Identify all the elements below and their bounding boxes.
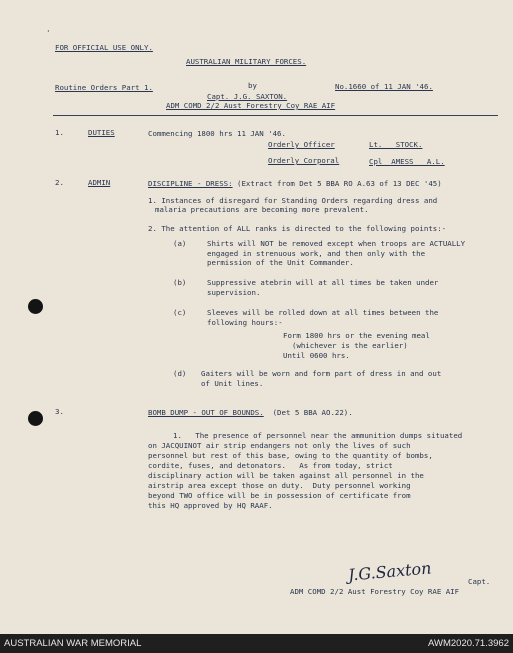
paragraph-line: 1. The presence of personnel near the ammunition dumps situated — [173, 431, 463, 440]
paragraph-line: personnel but rest of this base, owing to the quantity of bombs, — [148, 451, 433, 460]
paragraph-line: Shirts will NOT be removed except when troops are ACTUALLY — [207, 239, 466, 248]
section-number: 1. — [55, 128, 64, 137]
item-marker: (c) — [173, 308, 187, 317]
paragraph-line: Form 1800 hrs or the evening meal — [283, 331, 430, 340]
section-title-line — [148, 408, 353, 417]
section-heading: DUTIES — [88, 128, 115, 137]
item-marker: (d) — [173, 369, 187, 378]
paragraph-line: Until 0600 hrs. — [283, 351, 350, 360]
paragraph-line: 2. The attention of ALL ranks is directed to the following points:- — [148, 224, 447, 233]
paragraph-line: this HQ approved by HQ RAAF. — [148, 501, 273, 510]
order-number: No.1660 of 11 JAN '46. — [335, 82, 433, 91]
punch-hole — [28, 411, 43, 426]
item-marker: (b) — [173, 278, 187, 287]
section-reference: (Det 5 BBA AO.22). — [263, 408, 353, 417]
section-number: 2. — [55, 178, 64, 187]
paragraph-line: permission of the Unit Commander. — [207, 258, 354, 267]
paragraph-line: of Unit lines. — [201, 379, 264, 388]
paragraph-line: Sleeves will be rolled down at all times between the — [207, 308, 439, 317]
signatory-unit: ADM COMD 2/2 Aust Forestry Coy RAE AIF — [290, 587, 460, 596]
issuing-officer: Capt. J.G. SAXTON. — [207, 92, 288, 101]
duty-name: Lt. STOCK. — [369, 140, 423, 149]
signatory-rank: Capt. — [468, 577, 491, 586]
section-title-line — [148, 179, 442, 188]
section-heading: ADMIN — [88, 178, 111, 187]
classification: FOR OFFICIAL USE ONLY. — [55, 43, 153, 52]
section-number: 3. — [55, 407, 64, 416]
paragraph-line: following hours:- — [207, 318, 283, 327]
paragraph-line: Gaiters will be worn and form part of dress in and out — [201, 369, 442, 378]
paragraph-line: beyond TWO office will be in possession of certificate from — [148, 491, 411, 500]
item-marker: (a) — [173, 239, 187, 248]
section-reference: (Extract from Det 5 BBA RO A.63 of 13 DEC '45) — [232, 179, 442, 188]
paragraph-line: supervision. — [207, 288, 261, 297]
duty-name: Cpl AMESS A.L. — [369, 157, 445, 166]
paragraph-line: cordite, fuses, and detonators. As from today, strict — [148, 461, 393, 470]
page-mark: ' — [46, 28, 51, 37]
archive-credit: AUSTRALIAN WAR MEMORIAL — [4, 638, 142, 649]
archive-reference: AWM2020.71.3962 — [428, 638, 509, 649]
by-label: by — [248, 81, 257, 90]
paragraph-line: (whichever is the earlier) — [292, 341, 408, 350]
paragraph-line: on JACQUINOT air strip endangers not only the lives of such — [148, 441, 411, 450]
paragraph-line: airstrip area except those on duty. Duty personnel working — [148, 481, 411, 490]
document-title: AUSTRALIAN MILITARY FORCES. — [186, 57, 307, 66]
punch-hole — [28, 299, 43, 314]
duties-commencing: Commencing 1800 hrs 11 JAN '46. — [148, 129, 286, 138]
header-divider — [53, 115, 498, 116]
section-title: DISCIPLINE - DRESS: — [148, 179, 233, 188]
routine-orders-label: Routine Orders Part 1. — [55, 83, 153, 92]
paragraph-line: disciplinary action will be taken against all personnel in the — [148, 471, 424, 480]
duty-role: Orderly Corporal — [268, 156, 340, 165]
paragraph-line: engaged in strenuous work, and then only with the — [207, 249, 426, 258]
handwritten-signature: J.G.Saxton — [347, 558, 433, 585]
duty-role: Orderly Officer — [268, 140, 335, 149]
section-title: BOMB DUMP - OUT OF BOUNDS. — [148, 408, 264, 417]
paragraph-line: 1. Instances of disregard for Standing Orders regarding dress and — [148, 196, 438, 205]
paragraph-line: malaria precautions are becoming more prevalent. — [155, 205, 369, 214]
paragraph-line: Suppressive atebrin will at all times be taken under — [207, 278, 439, 287]
issuing-unit: ADM COMD 2/2 Aust Forestry Coy RAE AIF — [166, 101, 336, 110]
archive-footer — [0, 634, 513, 653]
